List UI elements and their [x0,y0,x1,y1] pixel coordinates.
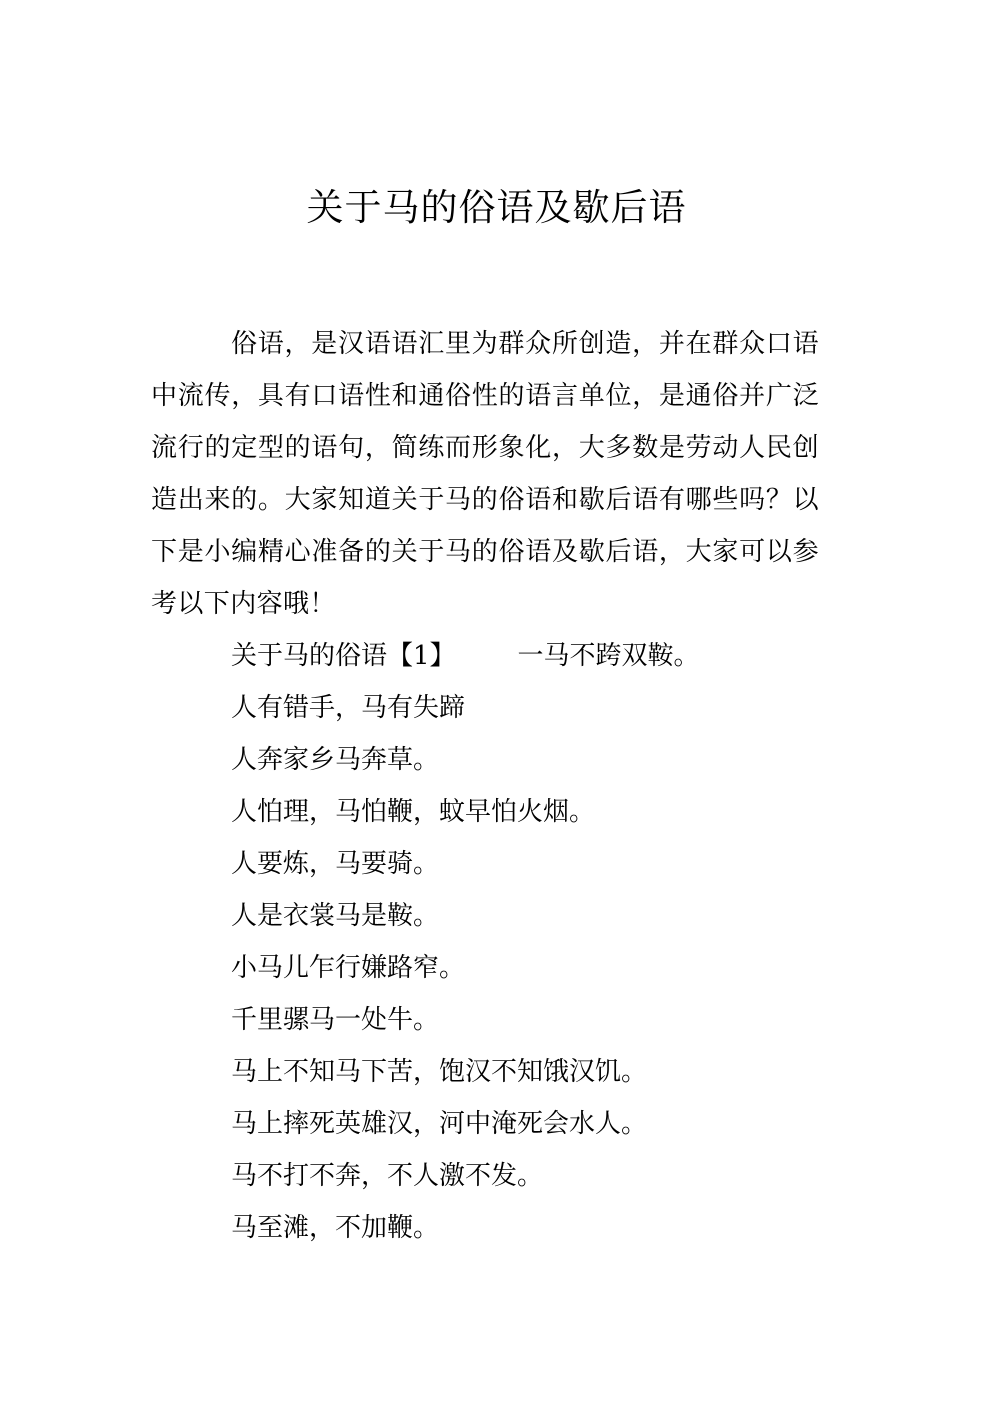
document-body [151,318,819,1254]
saying-item: 人要炼，马要骑。 [231,849,440,879]
saying-item: 马不打不奔，不人激不发。 [231,1161,544,1191]
section-heading: 关于马的俗语【1】 [231,641,456,671]
saying-item: 人奔家乡马奔草。 [231,745,440,775]
saying-item: 千里骡马一处牛。 [231,1005,440,1035]
page-title: 关于马的俗语及歇后语 [306,186,687,229]
saying-item: 一马不跨双鞍。 [517,641,700,671]
saying-item: 小马儿乍行嫌路窄。 [231,953,466,983]
saying-item: 马至滩，不加鞭。 [231,1213,440,1243]
intro-paragraph: 俗语，是汉语语汇里为群众所创造，并在群众口语中流传，具有口语性和通俗性的语言单位，是通俗并广泛流行的定型的语句，简练而形象化，大多数是劳动人民创造出来的。大家知道关于马的俗语和歇后语有哪些吗？以下是小编精心准备的关于马的俗语及歇后语，大家可以参考以下内容哦！ [151,329,819,619]
saying-item: 人有错手，马有失蹄 [231,693,466,723]
section-heading-line [151,630,819,682]
saying-item: 人是衣裳马是鞍。 [231,901,440,931]
sayings-list [151,630,819,1254]
saying-item: 马上不知马下苦，饱汉不知饿汉饥。 [231,1057,648,1087]
saying-item: 马上摔死英雄汉，河中淹死会水人。 [231,1109,648,1139]
saying-item: 人怕理，马怕鞭，蚊早怕火烟。 [231,797,596,827]
